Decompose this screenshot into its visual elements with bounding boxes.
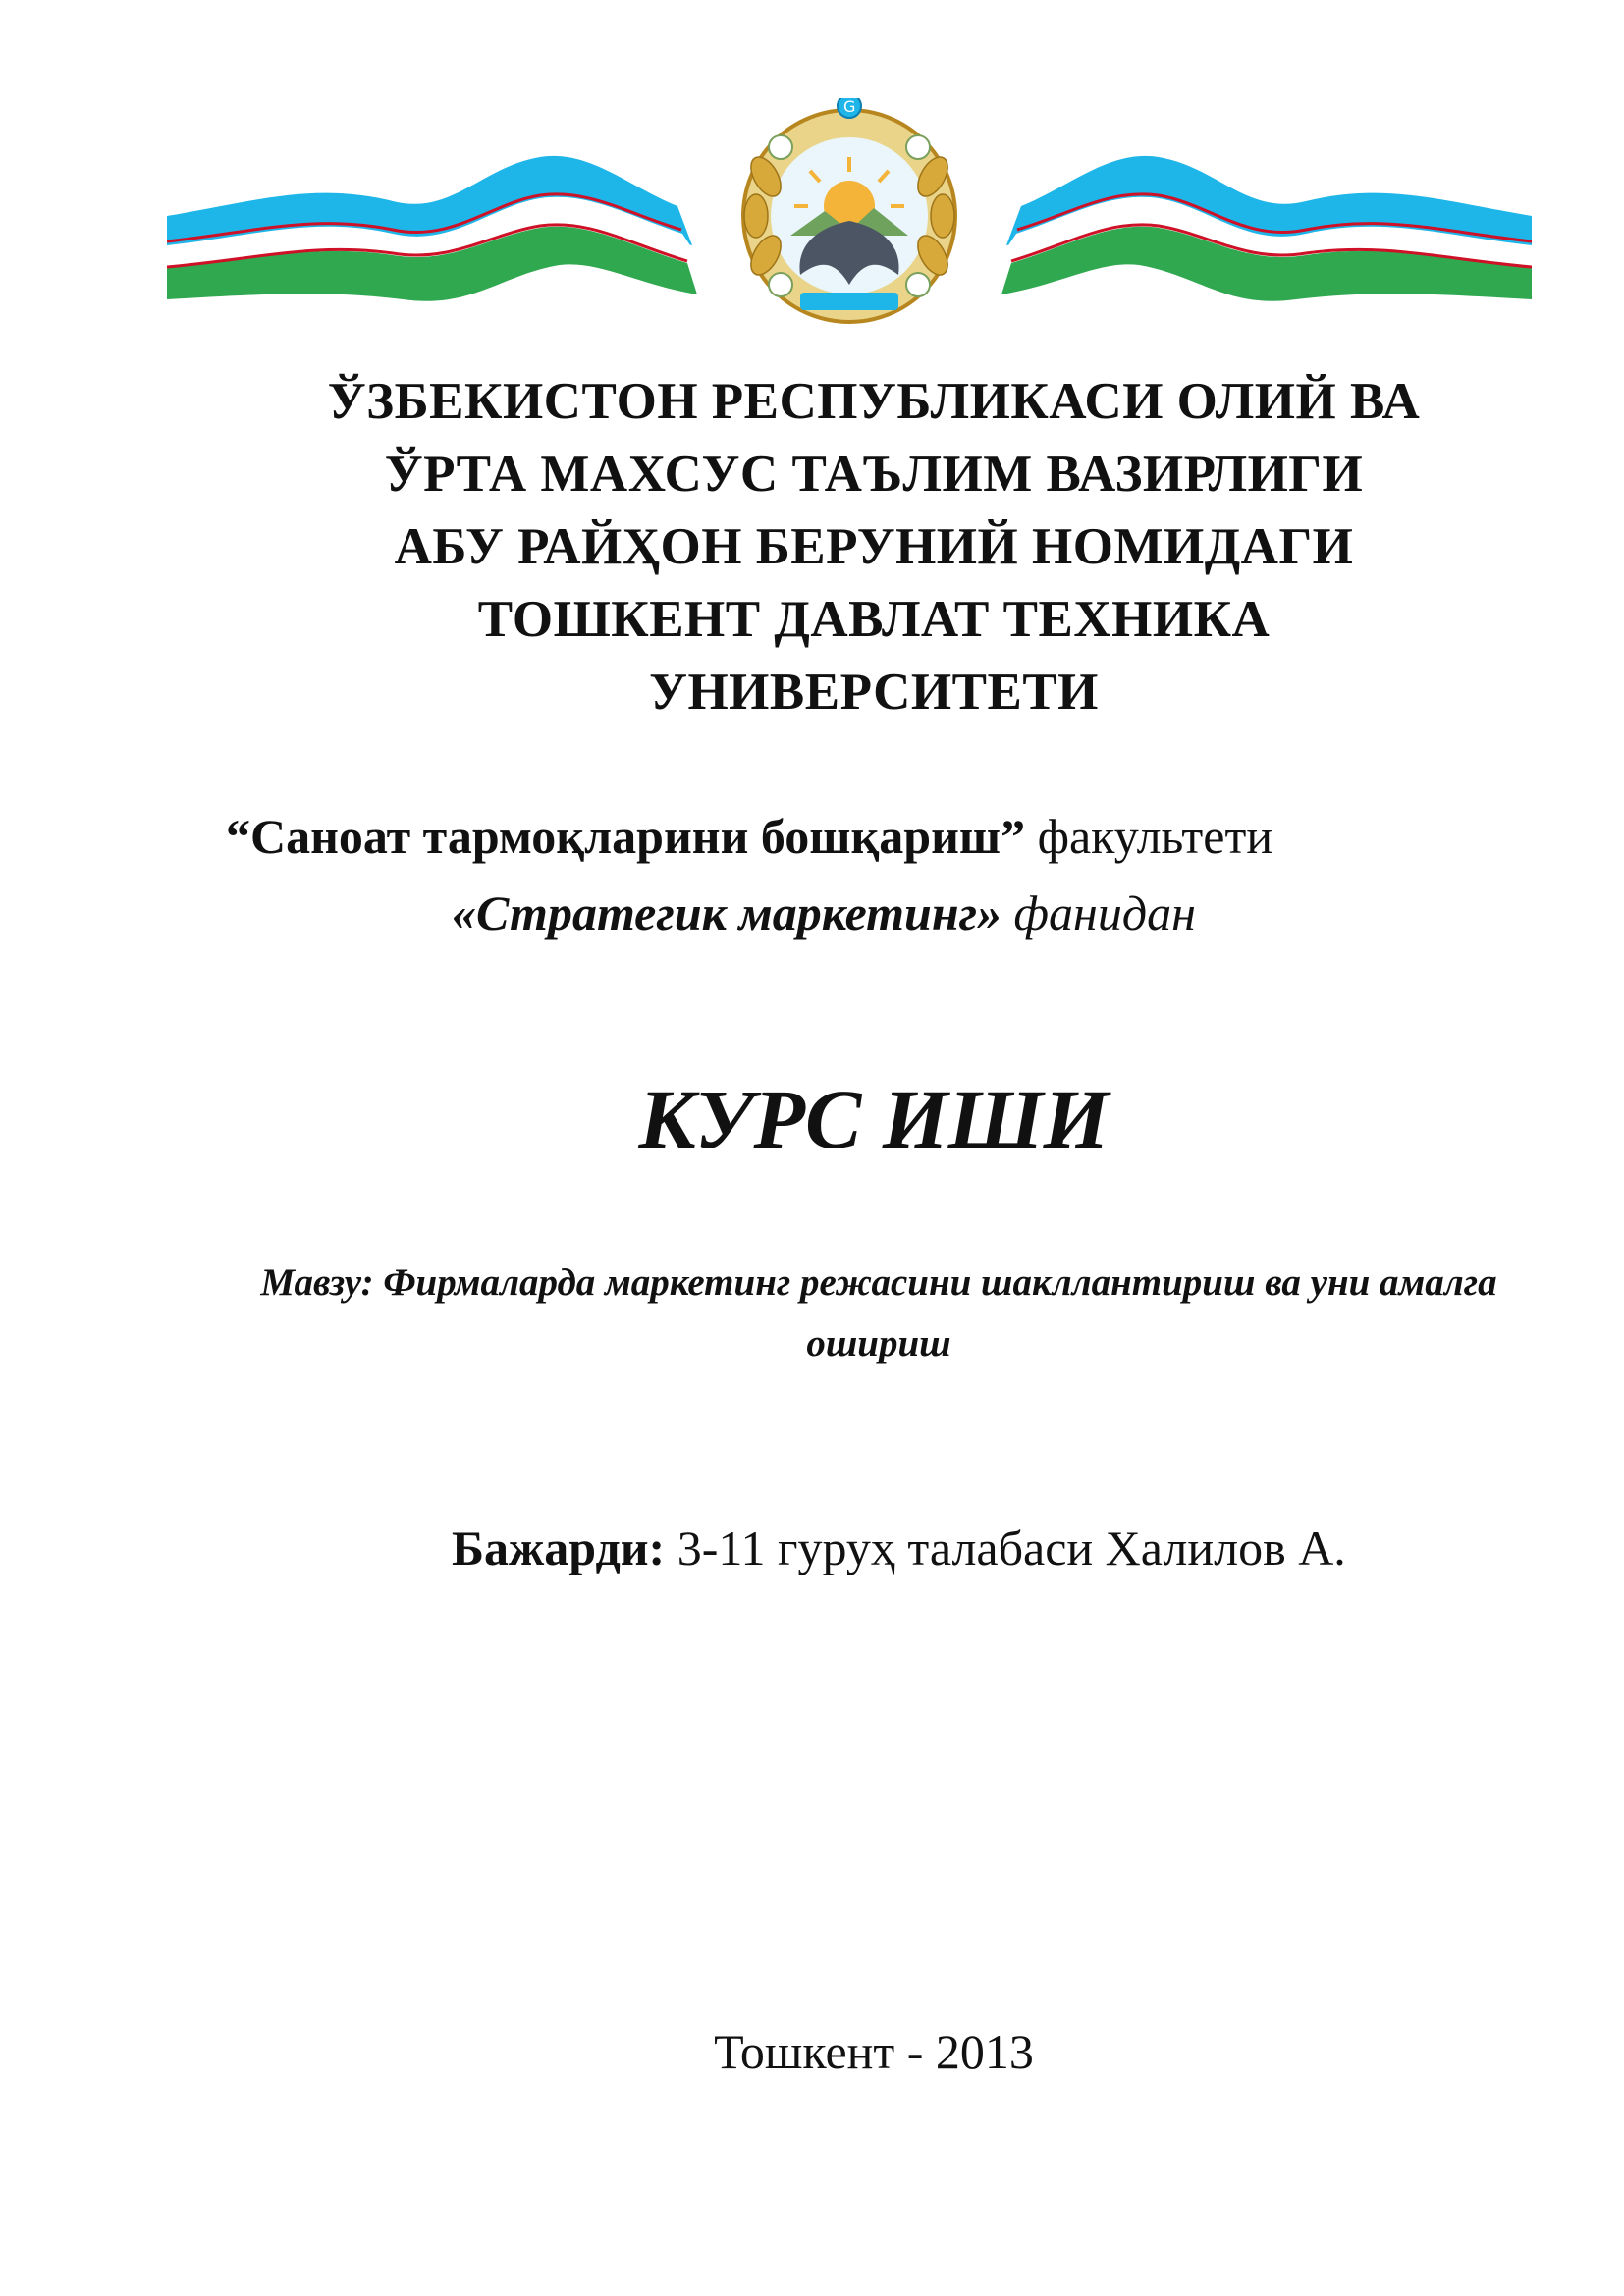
faculty-name: “Саноат тармоқларини бошқариш” [226, 809, 1026, 864]
institution-line: АБУ РАЙҲОН БЕРУНИЙ НОМИДАГИ [394, 518, 1354, 575]
topic-text: Фирмаларда маркетинг режасини шакллантириш ва уни амалга ошириш [383, 1261, 1497, 1364]
city-year: Тошкент - 2013 [714, 2024, 1034, 2079]
performer-label: Бажарди: [452, 1521, 666, 1575]
topic-label: Мавзу: [260, 1261, 374, 1304]
uzbekistan-emblem-banner [167, 98, 1532, 324]
institution-line: ТОШКЕНТ ДАВЛАТ ТЕХНИКА [477, 591, 1271, 648]
flag-ribbon-left [167, 156, 697, 301]
faculty-suffix: факультети [1037, 809, 1273, 864]
topic-block [226, 1253, 1532, 1374]
subject-suffix: фанидан [1013, 885, 1196, 940]
performer-text: 3-11 гуруҳ талабаси Халилов А. [677, 1521, 1346, 1575]
institution-line: ЎРТА МАХСУС ТАЪЛИМ ВАЗИРЛИГИ [384, 446, 1364, 503]
state-emblem-icon [743, 98, 955, 322]
institution-line: ЎЗБЕКИСТОН РЕСПУБЛИКАСИ ОЛИЙ ВА [327, 373, 1421, 430]
subject-name: «Стратегик маркетинг» [452, 885, 1002, 940]
faculty-line [226, 805, 1502, 868]
svg-text:G: G [843, 98, 856, 116]
performer-line [452, 1517, 1581, 1579]
document-type-title: КУРС ИШИ [638, 1072, 1110, 1166]
flag-ribbon-right [1001, 156, 1532, 301]
institution-line: УНИВЕРСИТЕТИ [649, 664, 1099, 721]
institution-heading [236, 365, 1512, 728]
subject-line [452, 881, 1532, 944]
